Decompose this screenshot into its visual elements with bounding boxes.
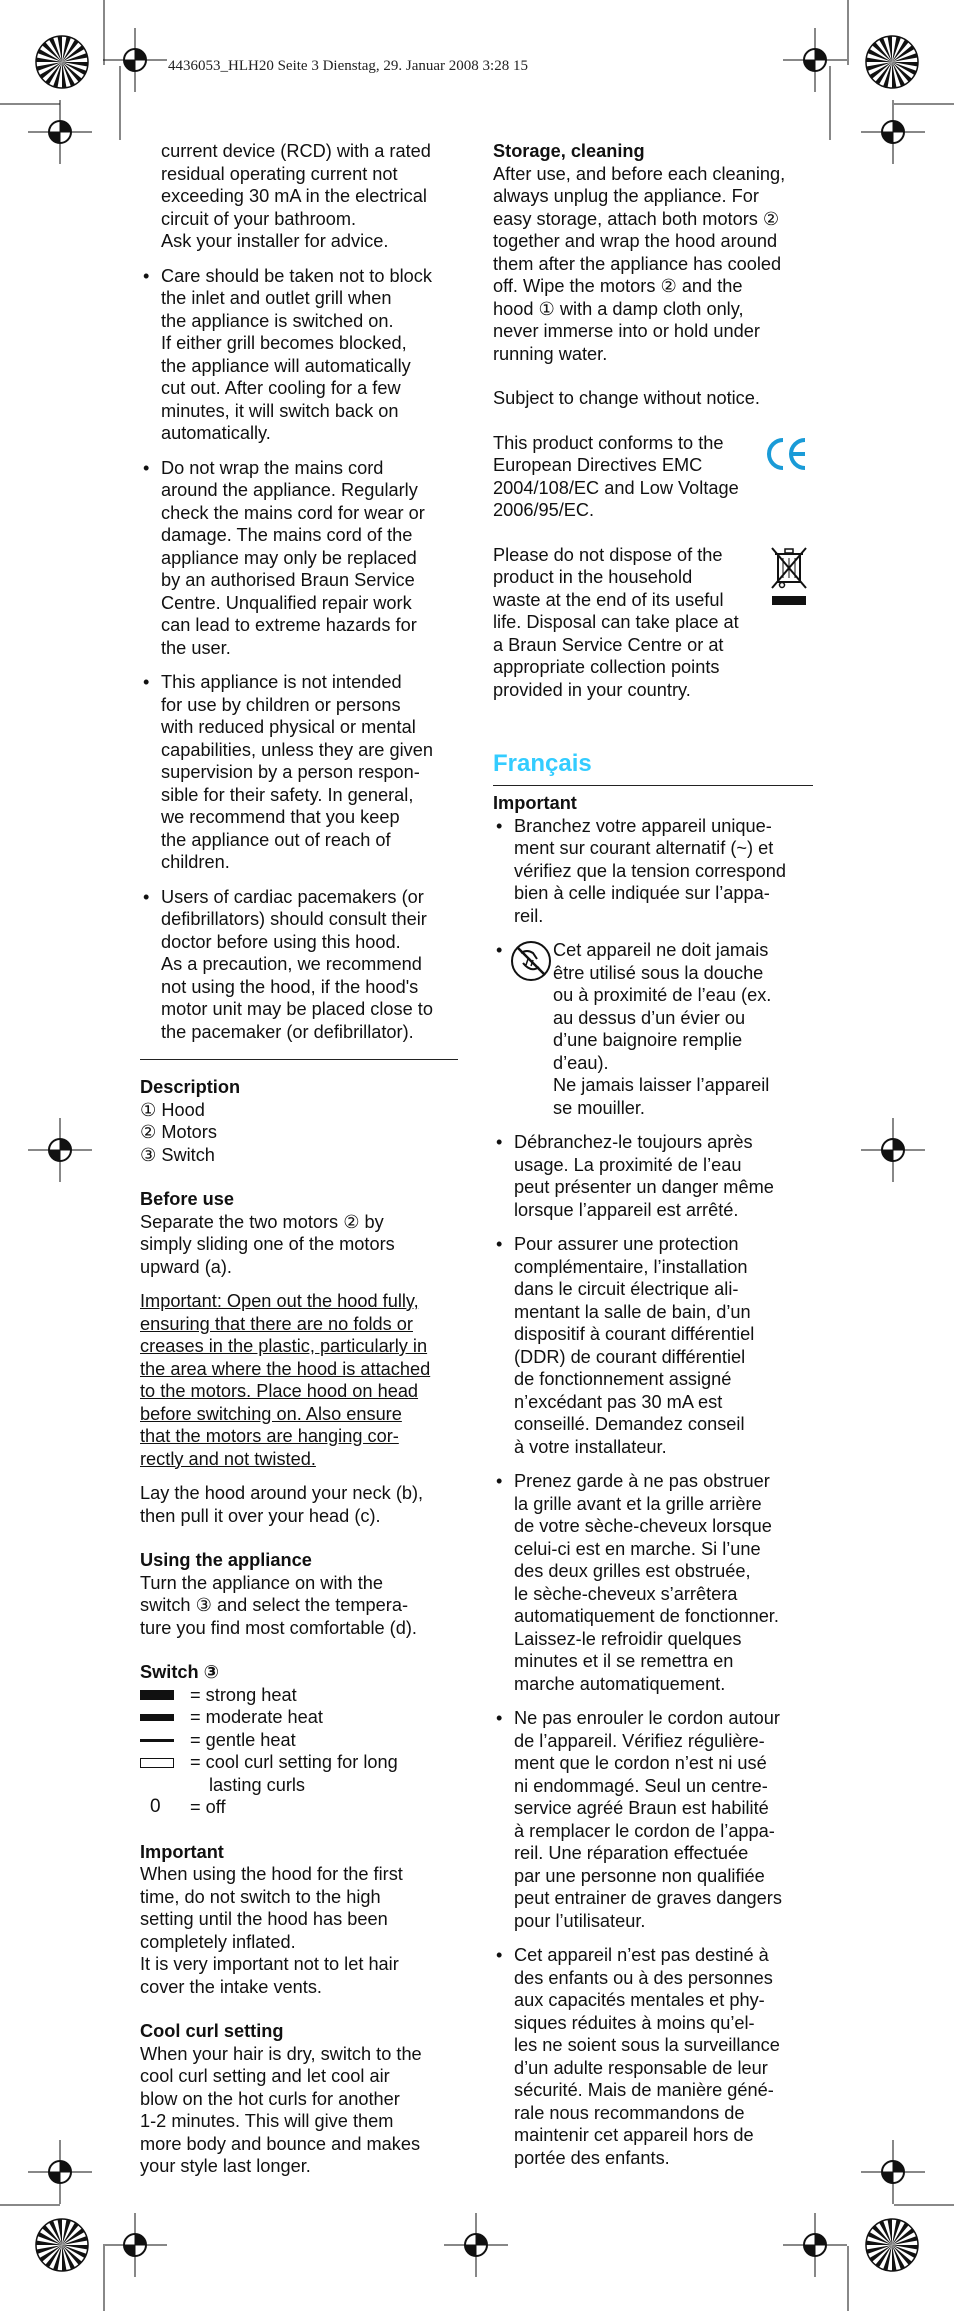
color-wheel-icon [866, 36, 918, 88]
bullet-line: le sèche-cheveux s’arrêtera [514, 1583, 738, 1604]
text-line: ③ Switch [140, 1144, 215, 1165]
bullet-line: minutes, it will switch back on [161, 400, 399, 421]
before-use-important [140, 1290, 458, 1470]
off-symbol: 0 [150, 1796, 161, 1817]
registration-mark-icon [861, 100, 925, 164]
bullet-line: Laissez-le refroidir quelques [514, 1628, 742, 1649]
description-list [140, 1099, 458, 1167]
text-line: This product conforms to the [493, 432, 724, 453]
text-line: When using the hood for the first [140, 1864, 403, 1884]
registration-mark-icon [444, 2213, 508, 2277]
bullet-line: If either grill becomes blocked, [161, 333, 407, 353]
text-line: exceeding 30 mA in the electrical [161, 186, 427, 206]
bullet-line: à votre installateur. [514, 1436, 667, 1457]
bullet-line: minutes et il se remettra en [514, 1651, 734, 1671]
text-line: completely inflated. [140, 1931, 296, 1952]
bullet-item [493, 1944, 813, 2169]
text-line: ensuring that there are no folds or [140, 1313, 413, 1334]
bullet-line: • Cet appareil n’est pas destiné à [514, 1945, 769, 1965]
bullet-line: motor unit may be placed close to [161, 999, 433, 1019]
bullet-line: • Care should be taken not to block [161, 265, 432, 286]
switch-row-off: 0 = off [140, 1796, 458, 1819]
using-text [140, 1572, 458, 1640]
registration-mark-icon [783, 2213, 847, 2277]
text-line: When your hair is dry, switch to the [140, 2043, 422, 2064]
text-line: appropriate collection points [493, 657, 720, 677]
bullet-line: the user. [161, 637, 231, 658]
text-line: life. Disposal can take place at [493, 612, 739, 632]
francais-divider [493, 785, 813, 786]
bullet-line: au dessus d’un évier ou [553, 1007, 746, 1028]
bullet-line: • Users of cardiac pacemakers (or [161, 886, 424, 907]
bullet-line: • This appliance is not intended [161, 672, 402, 692]
crossed-bin-icon [768, 544, 812, 608]
text-line: waste at the end of its useful [493, 589, 724, 610]
text-line: ① Hood [140, 1099, 205, 1120]
text-line: Separate the two motors ② by [140, 1211, 384, 1232]
bullet-item [493, 1470, 813, 1695]
bullet-line: à remplacer le cordon de l’appa- [514, 1820, 775, 1841]
text-line: off. Wipe the motors ② and the [493, 276, 743, 296]
bullet-line: we recommend that you keep [161, 807, 400, 827]
cool-curl-heading: Cool curl setting [140, 2021, 284, 2041]
bullet-line: the appliance will automatically [161, 355, 411, 376]
bullet-line: • Prenez garde à ne pas obstruer [514, 1471, 770, 1491]
text-line: provided in your country. [493, 679, 691, 700]
intro-paragraph [140, 140, 458, 253]
bullet-line: lorsque l’appareil est arrêté. [514, 1199, 739, 1220]
bullet-line: for use by children or persons [161, 694, 401, 715]
switch-row-gentle: = gentle heat [140, 1729, 458, 1752]
bullet-line: aux capacités mentales et phy- [514, 1990, 765, 2010]
switch-heading: Switch ③ [140, 1662, 220, 1682]
text-line: European Directives EMC [493, 455, 703, 475]
no-shower-icon [509, 939, 553, 983]
bullet-line: peut présenter un danger même [514, 1177, 774, 1197]
change-notice: Subject to change without notice. [493, 388, 760, 408]
text-line: a Braun Service Centre or at [493, 634, 724, 655]
bullet-item [493, 815, 813, 928]
description-heading: Description [140, 1077, 241, 1097]
bullet-line: conseillé. Demandez conseil [514, 1414, 745, 1434]
important-text [140, 1863, 458, 1998]
bullet-line: maintenir cet appareil hors de [514, 2125, 754, 2145]
text-line: Lay the hood around your neck (b), [140, 1483, 424, 1503]
text-line: Turn the appliance on with the [140, 1572, 383, 1593]
bullet-line: rale nous recommandons de [514, 2102, 745, 2123]
dispose-section [493, 544, 813, 702]
text-line: Important: Open out the hood fully, [140, 1291, 419, 1311]
bullet-line: bien à celle indiquée sur l’appa- [514, 883, 770, 903]
bullet-line: supervision by a person respon- [161, 762, 420, 782]
bullet-line: peut entrainer de graves dangers [514, 1888, 782, 1908]
bullet-line: ment sur courant alternatif (~) et [514, 838, 774, 858]
bullet-line: de l’appareil. Vérifiez régulière- [514, 1730, 765, 1751]
bullet-line: automatically. [161, 423, 271, 443]
text-line: the area where the hood is attached [140, 1358, 431, 1379]
registration-mark-icon [783, 28, 847, 92]
registration-mark-icon [28, 2140, 92, 2204]
before-use-heading: Before use [140, 1189, 235, 1209]
switch-legend [140, 1684, 458, 1819]
bullet-line: the appliance out of reach of [161, 829, 391, 850]
moderate-heat-icon [140, 1706, 190, 1728]
bullet-item [493, 1707, 813, 1932]
text-line: 2004/108/EC and Low Voltage [493, 477, 739, 498]
bullet-line: ment que le cordon n’est ni usé [514, 1753, 767, 1773]
bullet-line: automatiquement de fonctionner. [514, 1606, 779, 1626]
bullet-line: appliance may only be replaced [161, 547, 417, 568]
bullet-item [493, 1131, 813, 1221]
bullet-line: • Cet appareil ne doit jamais [553, 940, 769, 960]
bullet-line: damage. The mains cord of the [161, 525, 413, 545]
text-line: cover the intake vents. [140, 1976, 322, 1997]
bullet-line: the inlet and outlet grill when [161, 288, 392, 308]
bullet-item [140, 671, 458, 874]
color-wheel-icon [866, 2219, 918, 2271]
strong-heat-icon [140, 1684, 190, 1706]
bullet-line: can lead to extreme hazards for [161, 615, 417, 635]
bullet-line: d’eau). [553, 1052, 609, 1073]
bullet-line: portée des enfants. [514, 2147, 670, 2168]
bullet-line: des deux grilles est obstruée, [514, 1561, 751, 1581]
bullet-line: Centre. Unqualified repair work [161, 592, 412, 613]
text-line: running water. [493, 343, 608, 364]
text-line: After use, and before each cleaning, [493, 163, 786, 184]
bullet-item [493, 1233, 813, 1458]
before-use-after-text [140, 1482, 458, 1527]
bullet-line: usage. La proximité de l’eau [514, 1154, 742, 1175]
text-line: It is very important not to let hair [140, 1954, 399, 1974]
bullet-item [140, 265, 458, 445]
text-line: your style last longer. [140, 2156, 311, 2176]
ce-mark-icon [763, 434, 811, 474]
bullet-line: • Do not wrap the mains cord [161, 457, 384, 478]
bullet-line: ou à proximité de l’eau (ex. [553, 985, 772, 1005]
bullet-line: dans le circuit électrique ali- [514, 1279, 739, 1299]
text-line: switch ③ and select the tempera- [140, 1595, 409, 1615]
text-line: setting until the hood has been [140, 1909, 388, 1929]
fr-bullet-list [493, 815, 813, 2170]
text-line: them after the appliance has cooled [493, 253, 782, 274]
registration-mark-icon [28, 1118, 92, 1182]
bullet-line: sible for their safety. In general, [161, 784, 414, 805]
text-line: to the motors. Place hood on head [140, 1381, 419, 1401]
bullet-line: des enfants ou à des personnes [514, 1967, 773, 1988]
text-line: creases in the plastic, particularly in [140, 1336, 428, 1356]
text-line: product in the household [493, 567, 693, 587]
bullet-line: cut out. After cooling for a few [161, 378, 401, 398]
text-line: cool curl setting and let cool air [140, 2066, 390, 2086]
bullet-line: vérifiez que la tension correspond [514, 860, 786, 881]
bullet-line: capabilities, unless they are given [161, 739, 433, 760]
bullet-line: reil. Une réparation effectuée [514, 1843, 749, 1863]
right-column [493, 140, 813, 2181]
bullet-line: n’excédant pas 30 mA est [514, 1391, 723, 1412]
text-line: time, do not switch to the high [140, 1886, 381, 1907]
text-line: that the motors are hanging cor- [140, 1426, 399, 1446]
text-line: ture you find most comfortable (d). [140, 1617, 417, 1638]
text-line: ② Motors [140, 1122, 217, 1142]
bullet-line: around the appliance. Regularly [161, 480, 418, 500]
bullet-line: defibrillators) should consult their [161, 909, 427, 929]
bullet-line: check the mains cord for wear or [161, 502, 425, 523]
print-header: 4436053_HLH20 Seite 3 Dienstag, 29. Januar 2008 3:28 15 [168, 58, 528, 74]
bullet-line: mentant la salle de bain, d’un [514, 1301, 751, 1322]
storage-heading: Storage, cleaning [493, 141, 645, 161]
text-line: current device (RCD) with a rated [161, 141, 431, 161]
bullet-line: children. [161, 852, 230, 872]
text-line: hood ① with a damp cloth only, [493, 298, 744, 319]
text-line: 2006/95/EC. [493, 500, 595, 520]
bullet-line: complémentaire, l’installation [514, 1256, 748, 1277]
bullet-line: (DDR) de courant différentiel [514, 1346, 746, 1367]
registration-mark-icon [103, 2213, 167, 2277]
using-heading: Using the appliance [140, 1550, 312, 1570]
text-line: residual operating current not [161, 163, 398, 184]
bullet-line: sécurité. Mais de manière géné- [514, 2080, 774, 2100]
safety-bullet-list [140, 265, 458, 1044]
switch-row-moderate: = moderate heat [140, 1706, 458, 1729]
bullet-line: de fonctionnement assigné [514, 1369, 732, 1389]
registration-mark-icon [28, 100, 92, 164]
ce-section [493, 432, 813, 522]
text-line: before switching on. Also ensure [140, 1403, 402, 1424]
cool-curl-icon [140, 1751, 190, 1773]
bullet-line: doctor before using this hood. [161, 931, 401, 952]
registration-mark-icon [861, 1118, 925, 1182]
bullet-line: • Débranchez-le toujours après [514, 1132, 753, 1152]
cool-curl-text [140, 2043, 458, 2178]
left-column [140, 140, 458, 2178]
bullet-line: Ne jamais laisser l’appareil [553, 1075, 770, 1095]
text-line: Please do not dispose of the [493, 544, 723, 565]
bullet-line: with reduced physical or mental [161, 717, 416, 737]
section-divider [140, 1059, 458, 1060]
before-use-text [140, 1211, 458, 1279]
switch-row-strong: = strong heat [140, 1684, 458, 1707]
text-line: circuit of your bathroom. [161, 208, 357, 229]
bullet-line: se mouiller. [553, 1097, 645, 1118]
text-line: easy storage, attach both motors ② [493, 208, 780, 229]
text-line: more body and bounce and makes [140, 2133, 421, 2154]
bullet-line: d’une baignoire remplie [553, 1030, 743, 1050]
bullet-line: marche automatiquement. [514, 1673, 726, 1694]
bullet-line: by an authorised Braun Service [161, 570, 415, 590]
bullet-item [493, 939, 813, 1119]
color-wheel-icon [36, 36, 88, 88]
bullet-line: les ne soient sous la surveillance [514, 2035, 780, 2055]
fr-important-heading: Important [493, 793, 577, 813]
bullet-line: par une personne non qualifiée [514, 1865, 765, 1886]
text-line: then pull it over your head (c). [140, 1505, 381, 1526]
bullet-line: ni endommagé. Seul un centre- [514, 1775, 768, 1796]
bullet-line: la grille avant et la grille arrière [514, 1493, 762, 1514]
text-line: upward (a). [140, 1256, 232, 1277]
bullet-line: pour l’utilisateur. [514, 1910, 646, 1931]
important-heading: Important [140, 1841, 224, 1862]
text-line: blow on the hot curls for another [140, 2088, 400, 2109]
text-line: Ask your installer for advice. [161, 231, 389, 251]
bullet-line: de votre sèche-cheveux lorsque [514, 1516, 772, 1536]
bullet-line: être utilisé sous la douche [553, 962, 764, 983]
gentle-heat-icon [140, 1729, 190, 1751]
bullet-line: not using the hood, if the hood's [161, 976, 419, 997]
text-line: never immerse into or hold under [493, 321, 760, 341]
bullet-line: As a precaution, we recommend [161, 954, 422, 974]
bullet-line: siques réduites à moins qu’el- [514, 2012, 755, 2033]
text-line: simply sliding one of the motors [140, 1234, 395, 1254]
text-line: always unplug the appliance. For [493, 186, 759, 206]
bullet-line: • Pour assurer une protection [514, 1234, 739, 1254]
registration-mark-icon [103, 28, 167, 92]
bullet-line: reil. [514, 905, 544, 926]
francais-heading: Français [493, 750, 592, 777]
dispose-text [493, 544, 813, 702]
text-line: rectly and not twisted. [140, 1448, 316, 1469]
bullet-item [140, 886, 458, 1044]
bullet-line: • Branchez votre appareil unique- [514, 815, 772, 836]
storage-text [493, 163, 813, 366]
switch-row-cool: = cool curl setting for long lasting curls [140, 1751, 458, 1796]
bullet-line: the appliance is switched on. [161, 310, 394, 331]
registration-mark-icon [861, 2140, 925, 2204]
bullet-line: service agréé Braun est habilité [514, 1798, 769, 1818]
text-line: 1-2 minutes. This will give them [140, 2111, 394, 2131]
bullet-line: d’un adulte responsable de leur [514, 2057, 768, 2078]
text-line: together and wrap the hood around [493, 231, 778, 251]
bullet-item [140, 457, 458, 660]
color-wheel-icon [36, 2219, 88, 2271]
bullet-line: celui-ci est en marche. Si l’une [514, 1538, 761, 1559]
bullet-line: • Ne pas enrouler le cordon autour [514, 1708, 780, 1728]
bullet-line: the pacemaker (or defibrillator). [161, 1021, 414, 1042]
bullet-line: dispositif à courant différentiel [514, 1324, 755, 1344]
